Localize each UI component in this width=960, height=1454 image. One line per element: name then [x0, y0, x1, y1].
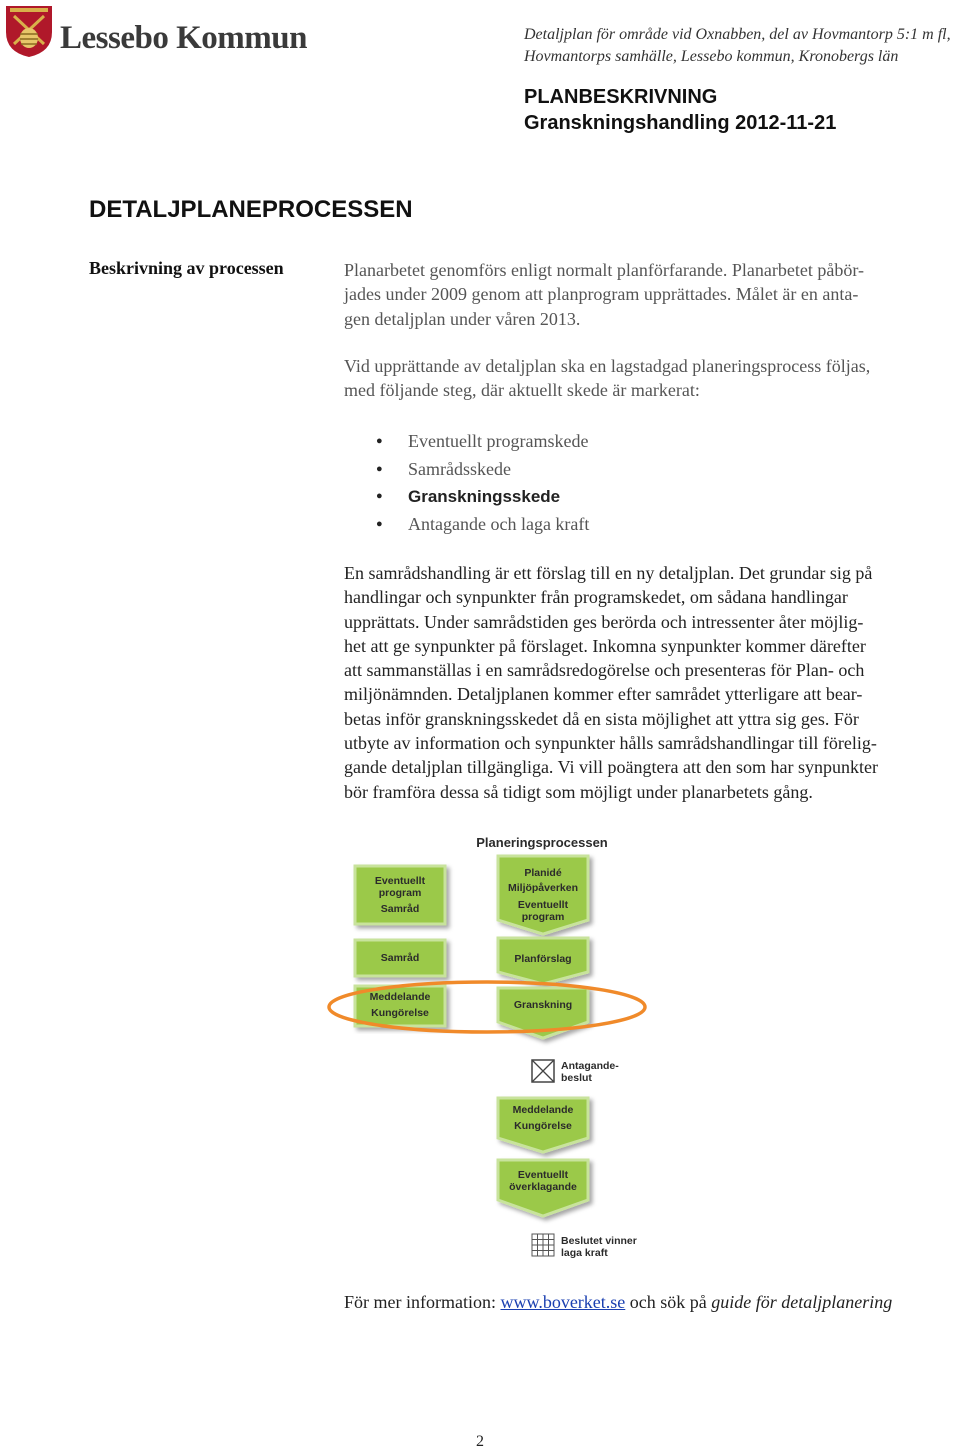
list-item: ● Samrådsskede [344, 456, 589, 484]
more-info-prefix: För mer information: [344, 1292, 501, 1312]
lessebo-logo [4, 4, 324, 60]
paragraph-intro [344, 258, 958, 331]
paragraph-line: gen detaljplan under våren 2013. [344, 308, 581, 329]
box-line: Kungörelse [371, 1007, 429, 1019]
box-line: Samråd [380, 952, 420, 964]
beslutet-vinner-laga-kraft [532, 1234, 637, 1259]
coat-of-arms-icon [4, 4, 54, 58]
arrow-line: Kungörelse [514, 1120, 572, 1132]
box-line: Meddelande [369, 991, 431, 1003]
arrow-meddelande [498, 1098, 588, 1152]
arrow-line: överklagande [509, 1181, 577, 1193]
left-box-program-samrad [355, 866, 445, 924]
arrow-planforslag [498, 938, 588, 984]
antagande-line: Antagande- [561, 1060, 619, 1072]
paragraph-line: bör framföra dessa så tidigt som möjligt under planarbetets gång. [344, 781, 813, 802]
laga-kraft-line: laga kraft [561, 1247, 608, 1259]
paragraph-line: Planarbetet genomförs enligt normalt planförfarande. Planarbetet påbör- [344, 260, 864, 280]
boverket-link[interactable]: www.boverket.se [500, 1292, 626, 1312]
document-type-block [524, 84, 836, 136]
paragraph-line: utbyte av information och synpunkter hålls samrådshandlingar till förelig- [344, 733, 877, 754]
antagande-line: beslut [561, 1072, 592, 1084]
arrow-line: Meddelande [512, 1104, 574, 1116]
arrow-line: Granskning [513, 999, 573, 1011]
document-type: PLANBESKRIVNING [524, 86, 718, 108]
logo-text: Lessebo Kommun [60, 20, 307, 56]
arrow-line: Miljöpåverken [507, 882, 579, 894]
doc-ref-line-2: Hovmantorps samhälle, Lessebo kommun, Kronobergs län [524, 48, 899, 65]
more-info-guide: guide för detaljplanering [711, 1292, 893, 1312]
paragraph-samrad [344, 561, 958, 804]
arrow-overklagande [498, 1160, 588, 1216]
more-info [344, 1292, 892, 1313]
diagram-title: Planeringsprocessen [476, 835, 608, 850]
document-reference [524, 24, 951, 68]
list-item: ● Eventuellt programskede [344, 428, 589, 456]
arrow-line: Planförslag [514, 953, 572, 965]
box-line: Eventuellt [374, 875, 426, 887]
doc-ref-line-1: Detaljplan för område vid Oxnabben, del av Hovmantorp 5:1 m fl, [524, 26, 951, 43]
box-line: program [378, 887, 422, 899]
left-box-samrad [355, 940, 445, 976]
paragraph-line: betas inför granskningsskedet då en sista möjlighet att yttra sig ges. För [344, 708, 859, 729]
grid-icon [532, 1234, 554, 1256]
arrow-line: Planidé [524, 867, 562, 879]
side-heading: Beskrivning av processen [89, 258, 284, 278]
arrow-line: Eventuellt [517, 899, 569, 911]
paragraph-line: upprättats. Under samrådstiden ges berörda och intressenter åter möjlig- [344, 611, 864, 632]
document-status: Granskningshandling 2012-11-21 [524, 112, 837, 134]
box-line: Samråd [380, 903, 420, 915]
planning-process-diagram [320, 826, 660, 1266]
list-item: ● Antagande och laga kraft [344, 511, 589, 539]
process-steps-list [344, 428, 589, 538]
page-number: 2 [476, 1433, 484, 1450]
antagande-beslut [532, 1060, 619, 1084]
more-info-middle: och sök på [625, 1292, 712, 1312]
paragraph-line: En samrådshandling är ett förslag till en ny detaljplan. Det grundar sig på [344, 563, 873, 583]
paragraph-line: gande detaljplan tillgängliga. Vi vill poängtera att den som har synpunkter [344, 757, 878, 778]
paragraph-process [344, 354, 958, 403]
paragraph-line: Vid upprättande av detaljplan ska en lagstadgad planeringsprocess följas, [344, 356, 871, 376]
paragraph-line: handlingar och synpunkter från programskedet, om sådana handlingar [344, 587, 848, 608]
paragraph-line: jades under 2009 genom att planprogram upprättades. Målet är en anta- [344, 284, 859, 305]
paragraph-line: med följande steg, där aktuellt skede är markerat: [344, 380, 700, 401]
laga-kraft-line: Beslutet vinner [561, 1235, 637, 1247]
paragraph-line: miljönämnden. Detaljplanen kommer efter samrådet ytterligare att bear- [344, 684, 863, 705]
arrow-planide [498, 856, 588, 934]
paragraph-line: att sammanställas i en samrådsredogörelse och presenteras för Plan- och [344, 660, 865, 681]
arrow-line: program [521, 911, 565, 923]
list-item-current: ● Granskningsskede [344, 483, 589, 511]
section-title: DETALJPLANEPROCESSEN [89, 196, 413, 223]
paragraph-line: het att ge synpunkter på förslaget. Inkomna synpunkter kommer därefter [344, 635, 866, 656]
arrow-line: Eventuellt [517, 1169, 569, 1181]
